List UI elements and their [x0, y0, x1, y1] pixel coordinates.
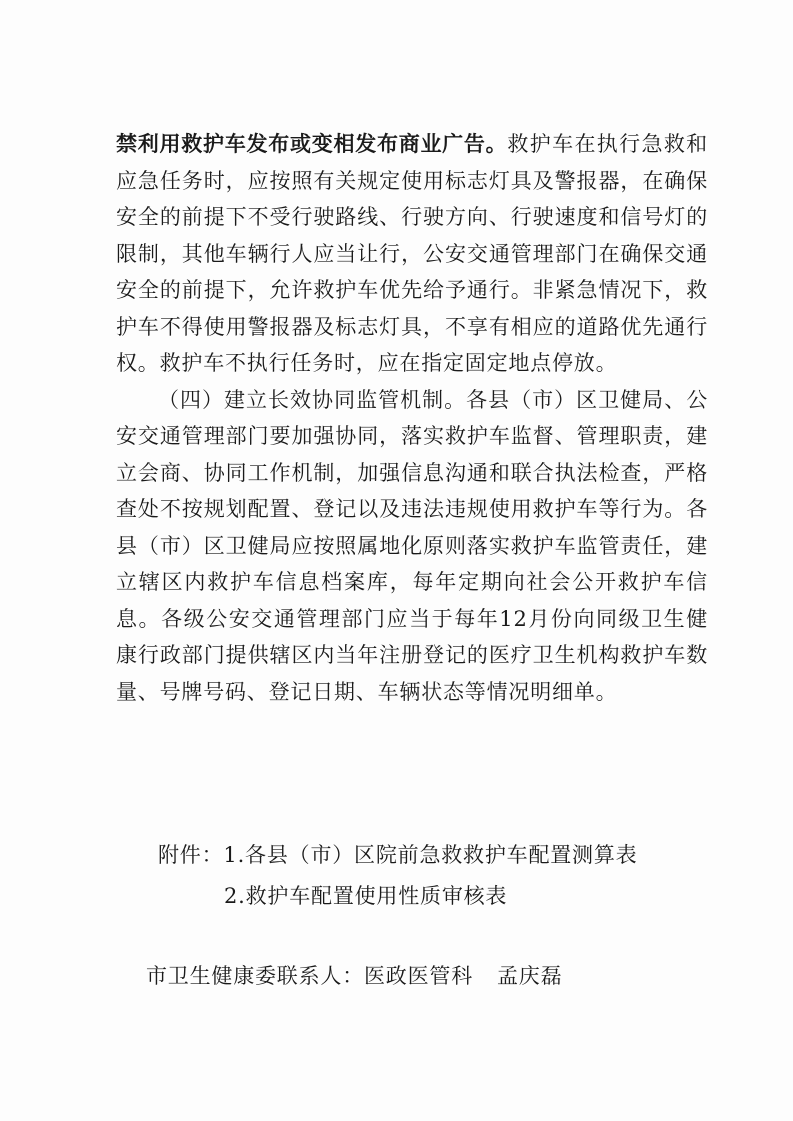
contact-line	[146, 958, 562, 994]
contact-label: 市卫生健康委联系人：	[146, 964, 364, 988]
contact-department: 医政医管科	[364, 964, 473, 988]
attachment-line-2	[158, 876, 637, 917]
attachment-item-2: 2.救护车配置使用性质审核表	[224, 884, 508, 908]
paragraph-1-text: 救护车在执行急救和应急任务时，应按照有关规定使用标志灯具及警报器，在确保安全的前提下不受行驶路线、行驶方向、行驶速度和信号灯的限制，其他车辆行人应当让行，公安交通管理部门在确保交通安全的前提下，允许救护车优先给予通行。非紧急情况下，救护车不得使用警报器及标志灯具，不享有相应的道路优先通行权。救护车不执行任务时，应在指定固定地点停放。	[116, 132, 708, 375]
paragraph-1	[116, 126, 708, 382]
paragraph-2: （四）建立长效协同监管机制。各县（市）区卫健局、公安交通管理部门要加强协同，落实救护车监督、管理职责，建立会商、协同工作机制，加强信息沟通和联合执法检查，严格查处不按规划配置、登记以及违法违规使用救护车等行为。各县（市）区卫健局应按照属地化原则落实救护车监管责任，建立辖区内救护车信息档案库，每年定期向社会公开救护车信息。各级公安交通管理部门应当于每年12月份向同级卫生健康行政部门提供辖区内当年注册登记的医疗卫生机构救护车数量、号牌号码、登记日期、车辆状态等情况明细单。	[116, 387, 708, 704]
contact-name: 孟庆磊	[497, 964, 563, 988]
attachment-line-1	[158, 835, 637, 876]
attachment-item-1: 1.各县（市）区院前急救救护车配置测算表	[223, 843, 638, 867]
paragraph-1-bold-text: 禁利用救护车发布或变相发布商业广告。	[116, 132, 508, 156]
attachments-section	[158, 835, 637, 917]
document-body	[116, 126, 708, 710]
attachments-label: 附件：	[158, 843, 224, 867]
